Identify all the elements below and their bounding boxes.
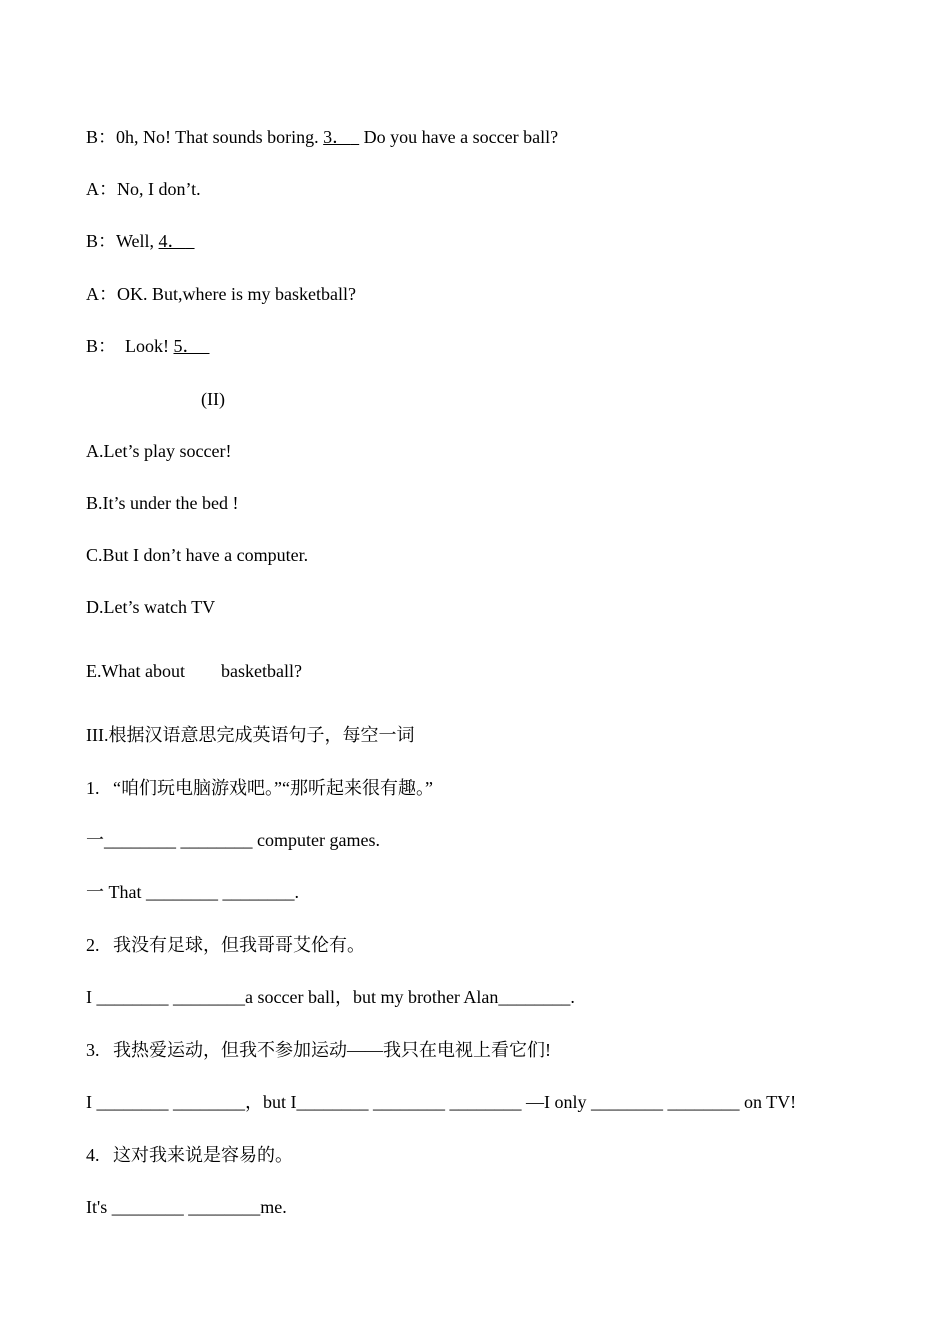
section-title: III.根据汉语意思完成英语句子，每空一词 xyxy=(86,725,415,745)
answer-blank-3: 3． xyxy=(323,127,351,147)
question-4-chinese: 4. 这对我来说是容易的。 xyxy=(86,1145,293,1165)
option-e: E.What about basketball? xyxy=(86,661,302,681)
dialogue-line-b3 xyxy=(86,335,210,357)
blank-underline xyxy=(186,231,195,251)
blank-underline xyxy=(201,336,210,356)
question-2-english: I ________ ________a soccer ball，but my brother Alan________. xyxy=(86,987,575,1007)
answer-blank-5: 5． xyxy=(173,336,201,356)
answer-blank-4: 4． xyxy=(158,231,186,251)
question-4-english: It's ________ ________me. xyxy=(86,1197,287,1217)
dialogue-line-b1 xyxy=(86,126,558,148)
option-d: D.Let’s watch TV xyxy=(86,597,216,617)
dialogue-line-a1: A：No, I don’t. xyxy=(86,179,201,199)
question-2-chinese: 2. 我没有足球，但我哥哥艾伦有。 xyxy=(86,935,365,955)
question-3-chinese: 3. 我热爱运动，但我不参加运动——我只在电视上看它们! xyxy=(86,1040,551,1060)
blank-underline xyxy=(350,127,359,147)
option-b: B.It’s under the bed ! xyxy=(86,493,239,513)
question-1-english-a: 一________ ________ computer games. xyxy=(86,830,380,850)
option-c: C.But I don’t have a computer. xyxy=(86,545,309,565)
option-a: A.Let’s play soccer! xyxy=(86,441,232,461)
dialogue-text: Do you have a soccer ball? xyxy=(359,127,559,147)
dialogue-text: B：0h, No! That sounds boring. xyxy=(86,127,324,147)
question-1-english-b: 一 That ________ ________. xyxy=(86,882,299,902)
dialogue-line-b2 xyxy=(86,230,195,252)
dialogue-line-a2: A：OK. But,where is my basketball? xyxy=(86,284,356,304)
options-heading: (II) xyxy=(201,389,225,409)
question-3-english: I ________ ________，but I________ ________ ________ —I only ________ ________ on TV! xyxy=(86,1092,797,1112)
dialogue-text: B： Look! xyxy=(86,336,174,356)
dialogue-text: B：Well, xyxy=(86,231,159,251)
question-1-chinese: 1. “咱们玩电脑游戏吧。”“那听起来很有趣。” xyxy=(86,778,433,798)
